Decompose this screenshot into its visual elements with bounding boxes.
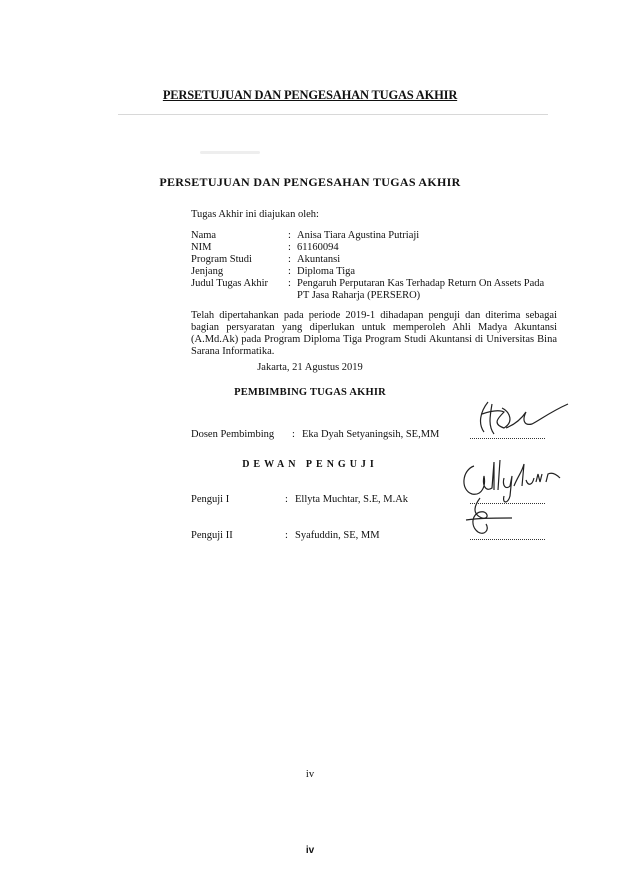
penguji-2-colon: : [285, 530, 288, 541]
penguji-1-colon: : [285, 494, 288, 505]
page-number-inner: iv [305, 769, 315, 780]
signature-dosen [470, 398, 570, 440]
signing-date: Jakarta, 21 Agustus 2019 [257, 362, 363, 373]
field-label-jenjang: Jenjang [191, 266, 224, 277]
signature-line [470, 538, 545, 540]
field-value-nama: Anisa Tiara Agustina Putriaji [297, 230, 420, 241]
field-colon: : [288, 266, 291, 277]
dosen-label: Dosen Pembimbing [191, 429, 275, 440]
field-colon: : [288, 242, 291, 253]
scan-divider [118, 114, 548, 115]
approval-paragraph: Telah dipertahankan pada periode 2019-1 dihadapan penguji dan diterima sebagai bagian persyaratan yang diperlukan untuk memperoleh Ahli Madya Akuntansi (A.Md.Ak) pada Program Diploma Tiga Program Studi Akuntansi di Universitas Bina Sarana Informatika. [191, 310, 557, 357]
field-value-judul-line2: PT Jasa Raharja (PERSERO) [297, 290, 421, 301]
page-number-footer: iv [305, 845, 315, 856]
penguji-1-label: Penguji I [191, 494, 230, 505]
field-colon: : [288, 278, 291, 289]
field-value-judul: Pengaruh Perputaran Kas Terhadap Return On Assets Pada [297, 278, 545, 289]
field-label-nim: NIM [191, 242, 212, 253]
penguji-2-value: Syafuddin, SE, MM [295, 530, 380, 541]
intro-text: Tugas Akhir ini diajukan oleh: [191, 209, 319, 220]
field-colon: : [288, 254, 291, 265]
field-value-nim: 61160094 [297, 242, 339, 253]
page-header-title: PERSETUJUAN DAN PENGESAHAN TUGAS AKHIR [162, 88, 458, 102]
field-value-program-studi: Akuntansi [297, 254, 341, 265]
scan-smudge [200, 151, 260, 154]
dosen-value: Eka Dyah Setyaningsih, SE,MM [302, 429, 440, 440]
field-value-jenjang: Diploma Tiga [297, 266, 356, 277]
field-colon: : [288, 230, 291, 241]
field-label-program-studi: Program Studi [191, 254, 252, 265]
dewan-penguji-heading: DEWAN PENGUJI [242, 459, 378, 470]
penguji-1-value: Ellyta Muchtar, S.E, M.Ak [295, 494, 409, 505]
document-title: PERSETUJUAN DAN PENGESAHAN TUGAS AKHIR [159, 175, 461, 189]
pembimbing-heading: PEMBIMBING TUGAS AKHIR [234, 387, 386, 398]
signature-penguji-2 [460, 496, 520, 538]
dosen-colon: : [292, 429, 295, 440]
penguji-2-label: Penguji II [191, 530, 233, 541]
field-label-nama: Nama [191, 230, 217, 241]
field-label-judul: Judul Tugas Akhir [191, 278, 269, 289]
